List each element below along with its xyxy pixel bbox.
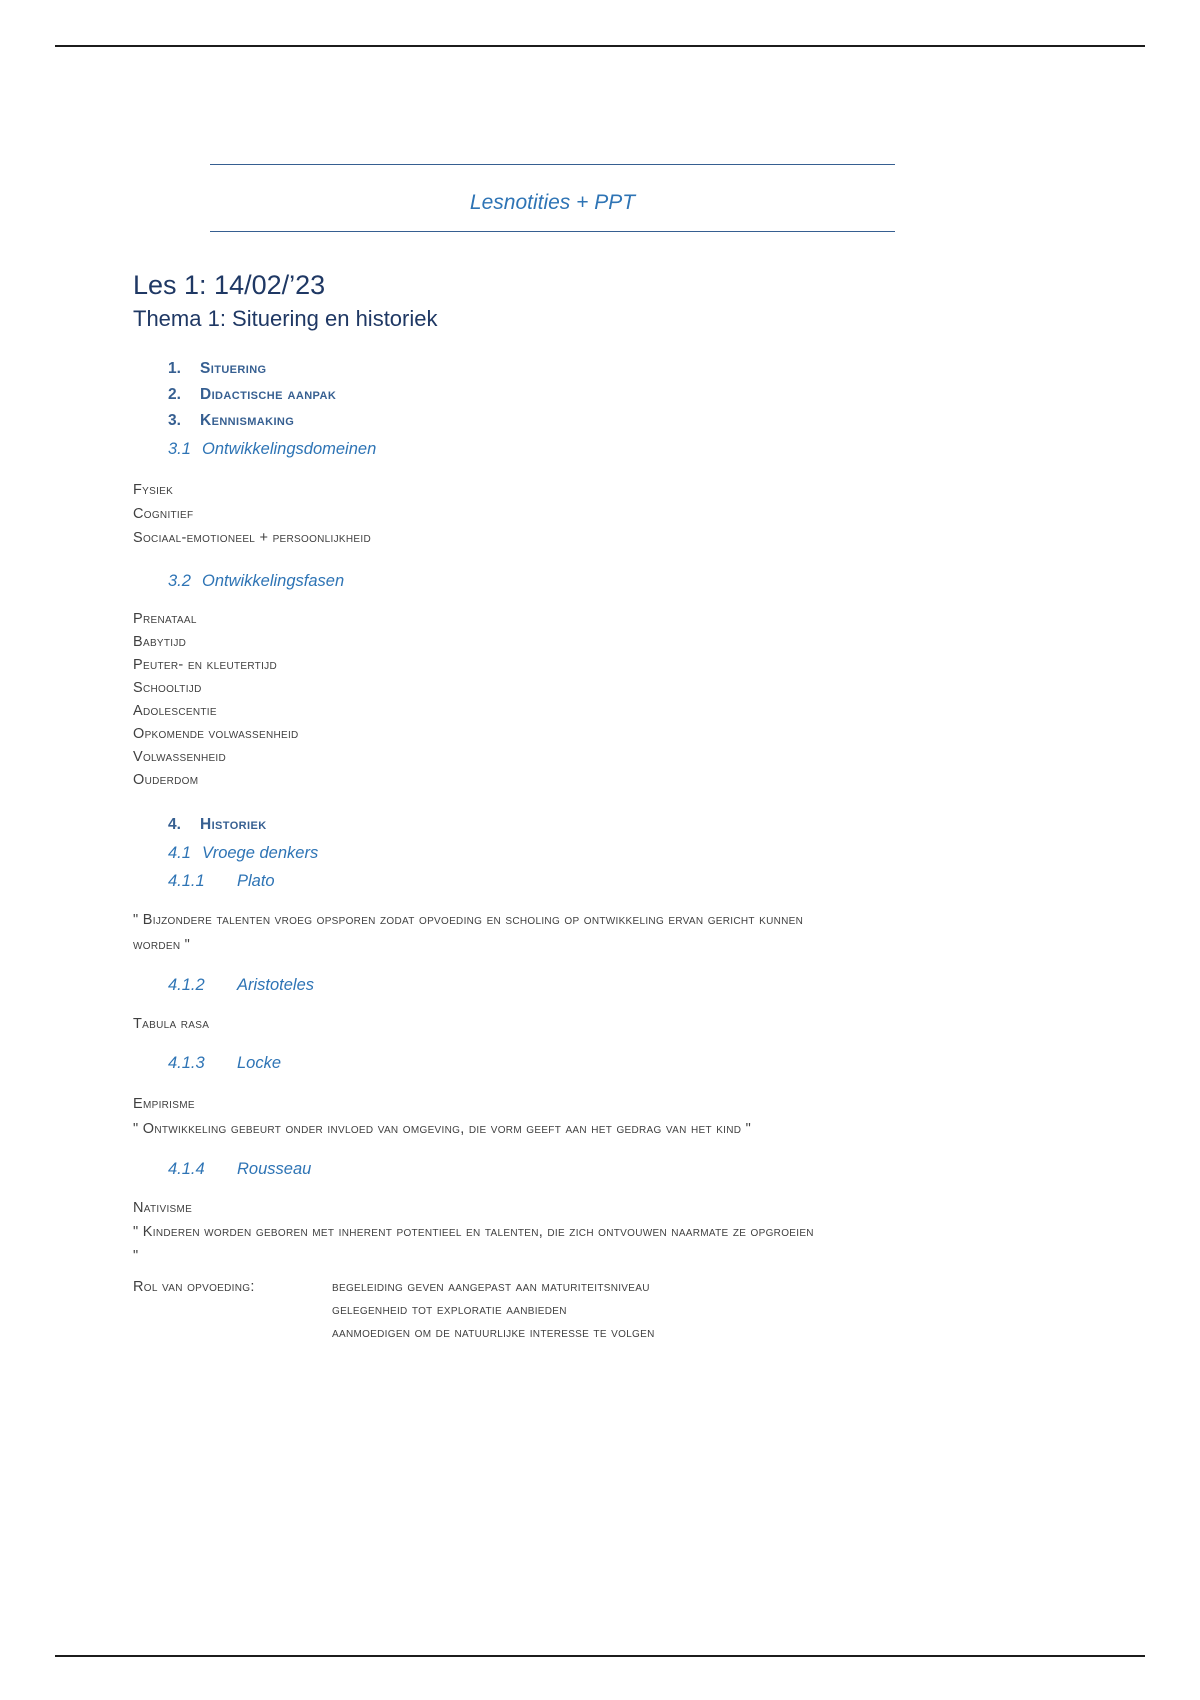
subheading-4-1-1 (133, 868, 993, 894)
subheading-label: Vroege denkers (202, 844, 319, 862)
list-number: 4. (168, 816, 181, 833)
domain-line: Cognitief (133, 506, 194, 522)
term-line: Tabula rasa (133, 1016, 210, 1032)
domain-line: Fysiek (133, 482, 174, 498)
role-item: begeleiding geven aangepast aan maturiteitsniveau (332, 1279, 650, 1295)
section-4-heading-wrap (133, 812, 993, 838)
document-title: Lesnotities + PPT (469, 191, 636, 214)
subheading-4-1-3 (133, 1050, 993, 1076)
quote-line: " Ontwikkeling gebeurt onder invloed van omgeving, die vorm geeft aan het gedrag van het kind " (133, 1121, 752, 1137)
list-number: 3. (168, 412, 181, 429)
phase-line: Opkomende volwassenheid (133, 726, 299, 742)
phase-line: Schooltijd (133, 680, 202, 696)
list-item-historiek (168, 812, 993, 838)
list-item-kennismaking (168, 408, 993, 434)
subheading-label: Plato (237, 872, 275, 890)
quote-line: " Bijzondere talenten vroeg opsporen zodat opvoeding en scholing op ontwikkeling ervan gericht kunnen (133, 912, 804, 928)
list-label: Situering (200, 360, 267, 377)
subheading-4-1-2 (133, 972, 993, 998)
term-line: Nativisme (133, 1200, 193, 1216)
subheading-number: 4.1 (168, 844, 191, 862)
list-item-didactische-aanpak (168, 382, 993, 408)
phases-paragraph (133, 608, 993, 792)
title-block (210, 164, 895, 232)
subheading-number: 3.1 (168, 440, 191, 458)
subheading-label: Ontwikkelingsdomeinen (202, 440, 377, 458)
theme-heading: Thema 1: Situering en historiek (133, 306, 438, 331)
subheading-number: 4.1.2 (168, 976, 205, 994)
list-label: Historiek (200, 816, 267, 833)
subheading-number: 3.2 (168, 572, 191, 590)
list-number: 1. (168, 360, 181, 377)
document-content (133, 0, 993, 1345)
role-of-upbringing-block (133, 1276, 993, 1345)
numbered-list (133, 356, 993, 434)
quote-line: " (133, 1248, 139, 1264)
domains-paragraph (133, 478, 993, 550)
subheading-label: Rousseau (237, 1160, 312, 1178)
phase-line: Adolescentie (133, 703, 217, 719)
aristoteles-paragraph (133, 1012, 993, 1036)
role-item: gelegenheid tot exploratie aanbieden (332, 1302, 567, 1318)
subheading-4-1 (133, 840, 993, 866)
subheading-label: Locke (237, 1054, 282, 1072)
subheading-3-2 (133, 568, 993, 594)
rousseau-paragraph (133, 1196, 993, 1268)
phase-line: Babytijd (133, 634, 187, 650)
subheading-label: Ontwikkelingsfasen (202, 572, 345, 590)
subheading-number: 4.1.1 (168, 872, 205, 890)
subheading-number: 4.1.3 (168, 1054, 205, 1072)
subheading-label: Aristoteles (237, 976, 315, 994)
subheading-4-1-4 (133, 1156, 993, 1182)
list-label: Kennismaking (200, 412, 295, 429)
locke-paragraph (133, 1092, 993, 1142)
role-item: aanmoedigen om de natuurlijke interesse te volgen (332, 1325, 655, 1341)
domain-line: Sociaal-emotioneel + persoonlijkheid (133, 530, 371, 546)
list-item-situering (168, 356, 993, 382)
subheading-3-1 (133, 436, 993, 462)
phase-line: Ouderdom (133, 772, 199, 788)
page-bottom-rule (55, 1655, 1145, 1657)
term-line: Empirisme (133, 1096, 195, 1112)
plato-quote (133, 908, 993, 958)
phase-line: Prenataal (133, 611, 197, 627)
quote-line: " Kinderen worden geboren met inherent potentieel en talenten, die zich ontvouwen naarmate ze opgroeien (133, 1224, 814, 1240)
list-number: 2. (168, 386, 181, 403)
phase-line: Peuter- en kleutertijd (133, 657, 277, 673)
list-label: Didactische aanpak (200, 386, 337, 403)
role-label: Rol van opvoeding: (133, 1279, 255, 1295)
subheading-number: 4.1.4 (168, 1160, 205, 1178)
lesson-heading: Les 1: 14/02/’23 (133, 270, 326, 300)
phase-line: Volwassenheid (133, 749, 227, 765)
role-items (332, 1276, 993, 1345)
quote-line: worden " (133, 937, 191, 953)
